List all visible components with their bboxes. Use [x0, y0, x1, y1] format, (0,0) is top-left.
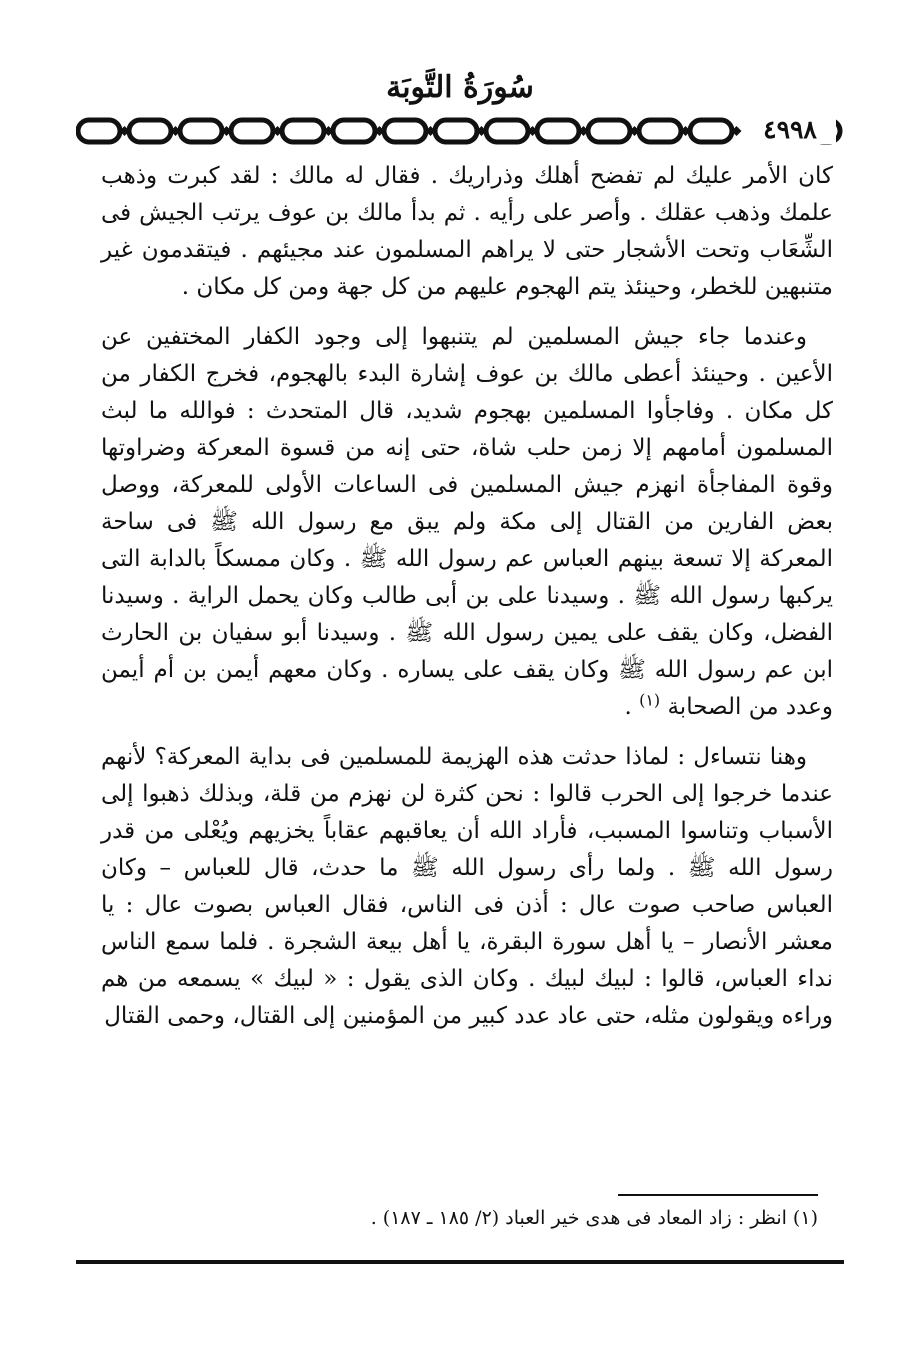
paragraph-2-end: .: [624, 694, 632, 720]
footnote-separator: [618, 1194, 818, 1196]
chain-link: [435, 120, 477, 142]
paragraph-3: وهنا نتساءل : لماذا حدثت هذه الهزيمة للمسلمين فى بداية المعركة؟ لأنهم عندما خرجوا إلى الحرب قالوا : نحن كثرة لن نهزم من قلة، وبذلك ذهبوا إلى الأسباب وتناسوا المسبب، فأراد الله أن يعاقبهم عقاباً يخزيهم ويُعْلى من قدر رسول الله ﷺ . ولما رأى رسول الله ﷺ ما حدث، قال للعباس – وكان العباس صاحب صوت عال : أذن فى الناس، فقال العباس بصوت عال : يا معشر الأنصار – يا أهل سورة البقرة، يا أهل بيعة الشجرة . فلما سمع الناس نداء العباس، قالوا : لبيك لبيك . وكان الذى يقول : « لبيك » يسمعه من هم وراءه ويقولون مثله، حتى عاد عدد كبير من المؤمنين إلى القتال، وحمى القتال: [101, 744, 833, 1029]
chain-link: [537, 120, 579, 142]
paragraph-2-text: وعندما جاء جيش المسلمين لم يتنبهوا إلى وجود الكفار المختفين عن الأعين . وحينئذ أعطى مالك بن عوف إشارة البدء بالهجوم، فخرج الكفار من كل مكان . وفاجأوا المسلمين بهجوم شديد، قال المتحدث : فوالله ما لبث المسلمون أمامهم إلا زمن حلب شاة، حتى إنه من قسوة المعركة وضراوتها وقوة المفاجأة انهزم جيش المسلمين فى الساعات الأولى للمعركة، ووصل بعض الفارين من القتال إلى مكة ولم يبق مع رسول الله ﷺ فى ساحة المعركة إلا تسعة بينهم العباس عم رسول الله ﷺ . وكان ممسكاً بالدابة التى يركبها رسول الله ﷺ . وسيدنا على بن أبى طالب وكان يحمل الراية . وسيدنا الفضل، وكان يقف على يمين رسول الله ﷺ . وسيدنا أبو سفيان بن الحارث ابن عم رسول الله ﷺ وكان يقف على يساره . وكان معهم أيمن بن أم أيمن وعدد من الصحابة: [101, 324, 833, 720]
paragraph-2: [101, 319, 833, 726]
chain-link: [690, 120, 732, 142]
chain-link: [588, 120, 630, 142]
chain-link: [78, 120, 120, 142]
main-text: [101, 158, 833, 1035]
footnote-reference: (١): [639, 690, 661, 710]
chain-link: [384, 120, 426, 142]
chain-link: [333, 120, 375, 142]
chain-link: [639, 120, 681, 142]
footnote: (١) انظر : زاد المعاد فى هدى خير العباد (٢/ ١٨٥ ـ ١٨٧) .: [370, 1207, 818, 1229]
chain-link: [486, 120, 528, 142]
chain-link: [282, 120, 324, 142]
ornamental-header-border: [76, 114, 844, 148]
bottom-border: [76, 1260, 844, 1264]
chain-link: [180, 120, 222, 142]
paragraph-1: كان الأمر عليك لم تفضح أهلك وذراريك . فقال له مالك : لقد كبرت وذهب علمك وذهب عقلك . وأصر على رأيه . ثم بدأ مالك بن عوف يرتب الجيش فى الشِّعَاب وتحت الأشجار حتى لا يراهم المسلمون عند مجيئهم . فيتقدمون غير متنبهين للخطر، وحينئذ يتم الهجوم عليهم من كل جهة ومن كل مكان .: [101, 163, 833, 300]
page-number: ٤٩٩٨: [744, 116, 836, 144]
chain-link: [231, 120, 273, 142]
surah-title: سُورَةُ التَّوبَة: [386, 70, 534, 105]
chain-link: [129, 120, 171, 142]
